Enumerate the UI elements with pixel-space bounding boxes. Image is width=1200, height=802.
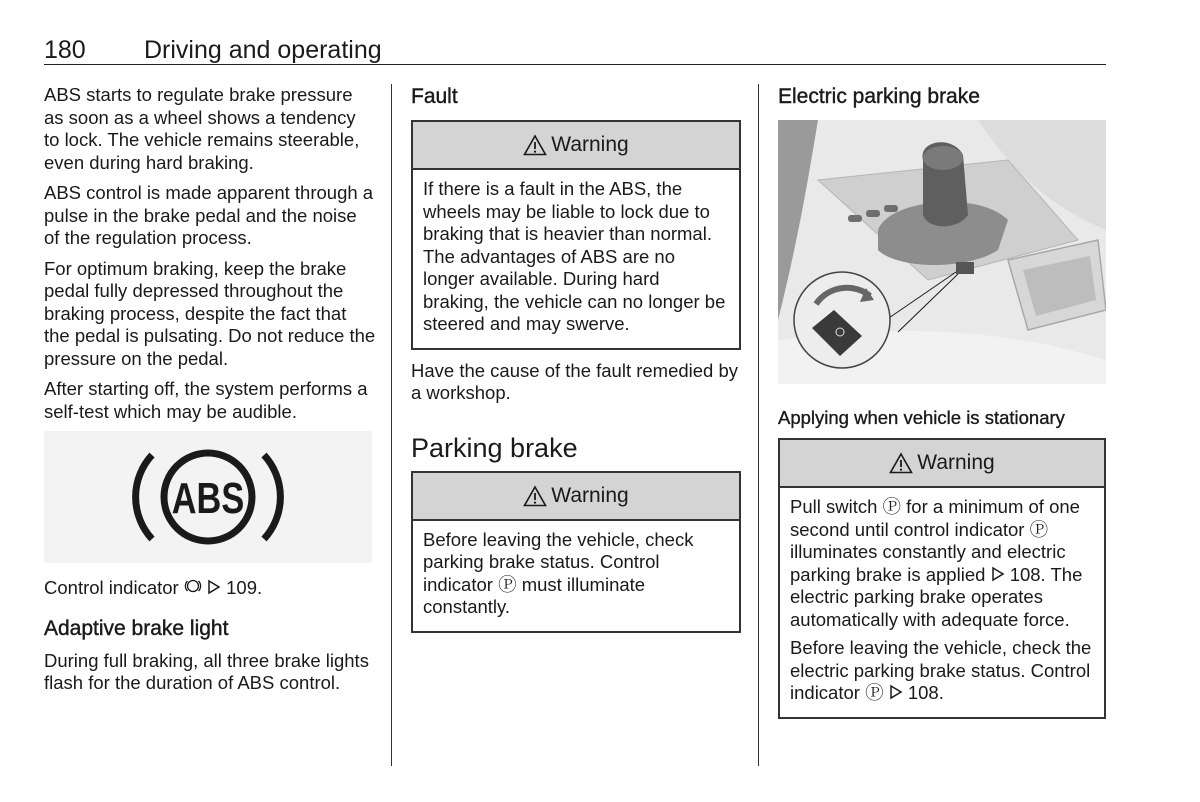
adaptive-brake-light-text: During full braking, all three brake lights flash for the duration of ABS control. <box>44 649 369 693</box>
page-header <box>44 34 1106 65</box>
abs-indicator-figure <box>44 431 372 563</box>
epb-warning-text-1: Pull switch Ⓟ for a minimum of one second until control indicator Ⓟ illuminates constantly and electric parking brake is applied 108. The electric parking brake operates automatically with adequate force. <box>790 496 1083 630</box>
cross-reference-arrow-icon <box>207 579 221 595</box>
fault-warning-text: If there is a fault in the ABS, the wheels may be liable to lock due to braking that is heavier than normal. The advantages of ABS are no longer available. During hard braking, the vehicle can no longer be steered and may swerve. <box>423 178 726 334</box>
cross-reference-arrow-icon <box>991 566 1005 582</box>
abs-paragraph-1: ABS starts to regulate brake pressure as soon as a wheel shows a tendency to lock. The vehicle remains steerable, even during hard braking. <box>44 84 360 173</box>
abs-symbol-text: ABS <box>171 473 245 524</box>
column-divider <box>758 84 759 766</box>
warning-label: Warning <box>551 133 629 156</box>
cross-reference-arrow-icon <box>889 684 903 700</box>
warning-header <box>413 122 739 170</box>
page-number: 180 <box>44 36 86 64</box>
warning-label: Warning <box>917 451 995 474</box>
warning-triangle-icon <box>889 452 913 474</box>
fault-heading: Fault <box>411 85 458 108</box>
warning-header <box>780 440 1104 488</box>
parking-warning-text: Before leaving the vehicle, check parking brake status. Control indicator Ⓟ must illuminate constantly. <box>423 528 694 617</box>
column-middle <box>411 84 741 633</box>
parking-brake-heading: Parking brake <box>411 432 578 463</box>
epb-warning-box <box>778 438 1106 719</box>
column-divider <box>391 84 392 766</box>
abs-indicator-icon <box>44 431 372 563</box>
abs-control-indicator: Control indicator 109. <box>44 577 263 598</box>
abs-paragraph-2: ABS control is made apparent through a pulse in the brake pedal and the noise of the regulation process. <box>44 182 374 248</box>
parking-brake-switch-photo <box>778 120 1106 384</box>
warning-label: Warning <box>551 483 629 507</box>
fault-remedy-text: Have the cause of the fault remedied by a workshop. <box>411 359 739 403</box>
abs-paragraph-3: For optimum braking, keep the brake pedal fully depressed throughout the braking process, despite the fact that the pedal is pulsating. Do not reduce the pressure on the pedal. <box>44 257 376 369</box>
fault-warning-box <box>411 120 741 350</box>
abs-indicator-icon <box>184 577 202 595</box>
applying-stationary-heading: Applying when vehicle is stationary <box>778 407 1065 428</box>
adaptive-brake-light-heading: Adaptive brake light <box>44 616 229 640</box>
electric-parking-brake-heading: Electric parking brake <box>778 85 980 108</box>
abs-paragraph-4: After starting off, the system performs a self-test which may be audible. <box>44 378 368 422</box>
epb-warning-text-2: Before leaving the vehicle, check the electric parking brake status. Control indicator Ⓟ 108. <box>790 637 1092 703</box>
parking-warning-box <box>411 471 741 633</box>
column-right <box>778 84 1106 719</box>
warning-triangle-icon <box>523 134 547 156</box>
warning-header <box>413 473 739 521</box>
chapter-title: Driving and operating <box>144 36 382 64</box>
console-illustration <box>778 120 1106 384</box>
column-left <box>44 84 376 703</box>
warning-triangle-icon <box>523 485 547 507</box>
